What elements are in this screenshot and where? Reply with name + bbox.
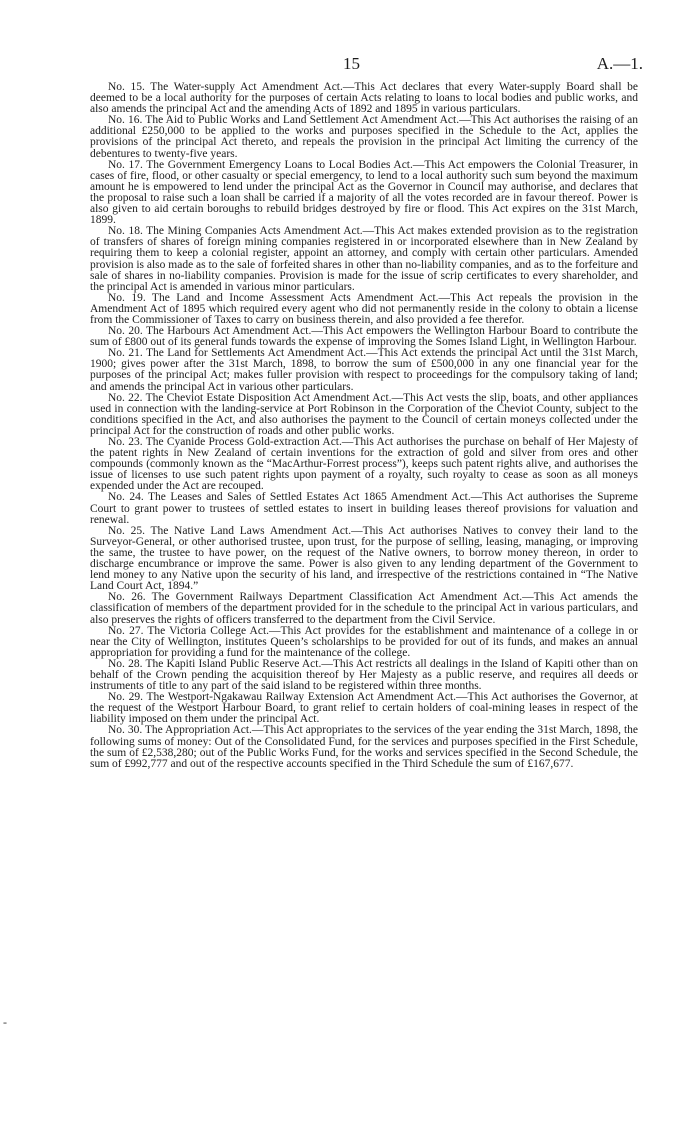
paragraph-act-30: No. 30. The Appropriation Act.—This Act appropriates to the services of the year ending the 31st March, 1898, the following sums of money: Out of the Consolidated Fund, for the services and purposes specified in the First Schedule, the sum of £2,538,280; out of the Public Works Fund, for the works and services specified in the Second Schedule, the sum of £992,777 and out of the respective accounts specified in the Third Schedule the sum of £167,677. — [90, 724, 638, 770]
paragraph-act-25: No. 25. The Native Land Laws Amendment Act.—This Act authorises Natives to convey their land to the Surveyor-General, or other authorised trustee, upon trust, for the purpose of selling, leasing, managing, or improving the same, the trustee to have power, on the request of the Native owners, to borrow money thereon, in order to discharge encumbrance or improve the same. Power is also given to any lending department of the Government to lend money to any Native upon the security of his land, and irrespective of the restrictions contained in “The Native Land Court Act, 1894.” — [90, 524, 638, 593]
document-reference: A.—1. — [596, 54, 643, 73]
paragraph-act-20: No. 20. The Harbours Act Amendment Act.—This Act empowers the Wellington Harbour Board to contribute the sum of £800 out of its general funds towards the expense of improving the Somes Island Light, in Wellington Harbour. — [90, 325, 638, 349]
paragraph-act-18: No. 18. The Mining Companies Acts Amendment Act.—This Act makes extended provision as to the registration of transfers of shares of foreign mining companies registered in or incorporated elsewhere than in New Zealand by requiring them to keep a colonial register, appoint an attorney, and comply with certain other particulars. Amended provision is also made as to the sale of forfeited shares in other than no-liability companies, and as to the forfeiture and sale of shares in no-liability companies. Provision is made for the issue of scrip certificates to every shareholder, and the principal Act is amended in various minor particulars. — [90, 225, 639, 293]
paragraph-act-29: No. 29. The Westport-Ngakawau Railway Extension Act Amendment Act.—This Act authorises the Governor, at the request of the Westport Harbour Board, to grant relief to certain holders of coal-mining leases in respect of the liability imposed on them under the principal Act. — [90, 691, 638, 726]
paragraph-act-28: No. 28. The Kapiti Island Public Reserve Act.—This Act restricts all dealings in the Island of Kapiti other than on behalf of the Crown pending the acquisition thereof by Her Majesty as a public reserve, and requires all deeds or instruments of title to any part of the said island to be registered within three months. — [90, 657, 638, 693]
paragraph-act-22: No. 22. The Cheviot Estate Disposition Act Amendment Act.—This Act vests the slip, boats, and other appliances used in connection with the landing-service at Port Robinson in the Corporation of the Cheviot County, subject to the conditions specified in the Act, and also authorises the payment to the Council of certain moneys collected under the principal Act for the construction of roads and other public works. — [90, 391, 638, 437]
paragraph-act-24: No. 24. The Leases and Sales of Settled Estates Act 1865 Amendment Act.—This Act authorises the Supreme Court to grant power to trustees of settled estates to insert in building leases thereof provisions for valuation and renewal. — [90, 491, 638, 526]
body-text — [90, 82, 638, 770]
margin-mark: - — [3, 1015, 7, 1029]
page-header — [0, 54, 700, 76]
paragraph-act-23: No. 23. The Cyanide Process Gold-extraction Act.—This Act authorises the purchase on behalf of Her Majesty of the patent rights in New Zealand of certain inventions for the extraction of gold and silver from ores and other compounds (commonly known as the “MacArthur-Forrest process”), keeps such patent rights alive, and authorises the issue of licenses to use such patent rights upon payment of a royalty, such royalty to cease as soon as all moneys expended under the Act are recouped. — [90, 436, 638, 493]
paragraph-act-26: No. 26. The Government Railways Department Classification Act Amendment Act.—This Act amends the classification of members of the department provided for in the schedule to the principal Act in various particulars, and also preserves the rights of officers transferred to the department from the Civil Service. — [90, 591, 638, 626]
paragraph-act-21: No. 21. The Land for Settlements Act Amendment Act.—This Act extends the principal Act until the 31st March, 1900; gives power after the 31st March, 1898, to borrow the sum of £500,000 in any one financial year for the purposes of the principal Act; makes fuller provision with respect to proceedings for the compulsory taking of land; and amends the principal Act in various other particulars. — [90, 347, 638, 393]
paragraph-act-15: No. 15. The Water-supply Act Amendment Act.—This Act declares that every Water-supply Board shall be deemed to be a local authority for the purposes of certain Acts relating to loans to local bodies and public works, and also amends the principal Act and the amending Acts of 1892 and 1895 in various particulars. — [90, 81, 638, 116]
page-number: 15 — [343, 54, 360, 73]
paragraph-act-16: No. 16. The Aid to Public Works and Land Settlement Act Amendment Act.—This Act authorises the raising of an additional £250,000 to be applied to the works and purposes specified in the Schedule to the Act, applies the provisions of the principal Act thereto, and repeals the provision in the principal Act limiting the currency of the debentures to twenty-five years. — [90, 114, 638, 160]
paragraph-act-17: No. 17. The Government Emergency Loans to Local Bodies Act.—This Act empowers the Colonial Treasurer, in cases of fire, flood, or other casualty or special emergency, to lend to a local authority such sum beyond the maximum amount he is empowered to lend under the principal Act as the Governor in Council may authorise, and declares that the proposal to raise such a loan shall be carried if a majority of all the votes recorded are in favour thereof. Power is also given to aid certain boroughs to rebuild bridges destroyed by fire or flood. This Act expires on the 31st March, 1899. — [90, 158, 638, 227]
paragraph-act-27: No. 27. The Victoria College Act.—This Act provides for the establishment and maintenance of a college in or near the City of Wellington, institutes Queen’s scholarships to be provided for out of its funds, and makes an annual appropriation for providing a fund for the maintenance of the college. — [90, 624, 638, 659]
paragraph-act-19: No. 19. The Land and Income Assessment Acts Amendment Act.—This Act repeals the provision in the Amendment Act of 1895 which required every agent who did not permanently reside in the colony to obtain a license from the Commissioner of Taxes to carry on business therein, and also provided a fee therefor. — [90, 291, 638, 326]
